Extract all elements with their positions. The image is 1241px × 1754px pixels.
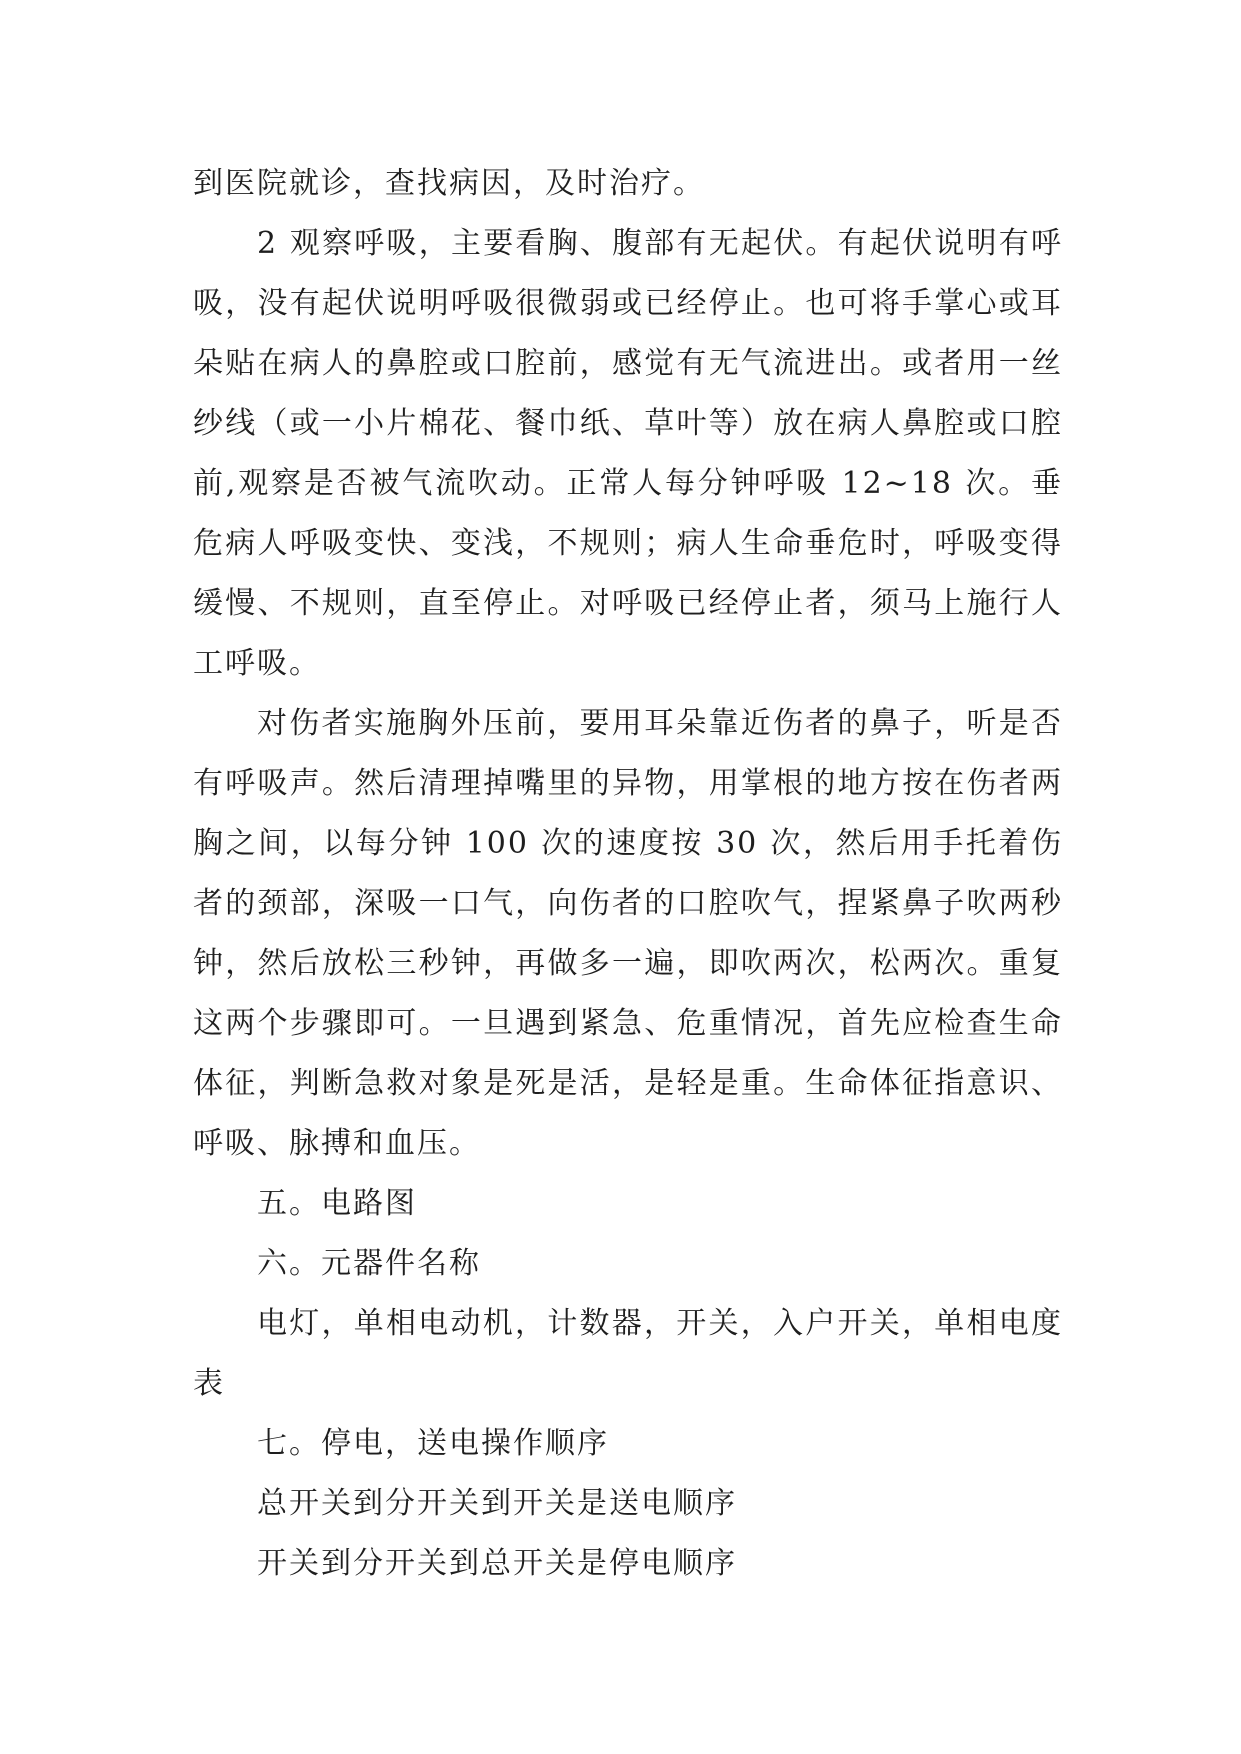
paragraph-power-off-order: 开关到分开关到总开关是停电顺序 [257, 1546, 737, 1581]
document-body [193, 154, 1063, 1594]
paragraph-cpr-steps: 对伤者实施胸外压前，要用耳朵靠近伤者的鼻子，听是否有呼吸声。然后清理掉嘴里的异物，用掌根的地方按在伤者两胸之间，以每分钟 100 次的速度按 30 次，然后用手托着伤者的颈部，深吸一口气，向伤者的口腔吹气，捏紧鼻子吹两秒钟，然后放松三秒钟，再做多一遍，即吹两次，松两次。重复这两个步骤即可。一旦遇到紧急、危重情况，首先应检查生命体征，判断急救对象是死是活，是轻是重。生命体征指意识、呼吸、脉搏和血压。 [193, 706, 1063, 1161]
section-heading-circuit-diagram: 五。电路图 [257, 1186, 417, 1221]
paragraph-component-list: 电灯，单相电动机，计数器，开关，入户开关，单相电度表 [193, 1306, 1063, 1401]
section-heading-component-names: 六。元器件名称 [257, 1246, 481, 1281]
paragraph-continuation: 到医院就诊，查找病因，及时治疗。 [193, 166, 705, 201]
paragraph-power-on-order: 总开关到分开关到开关是送电顺序 [257, 1486, 737, 1521]
section-heading-power-sequence: 七。停电，送电操作顺序 [257, 1426, 609, 1461]
paragraph-breathing-observation: 2 观察呼吸，主要看胸、腹部有无起伏。有起伏说明有呼吸，没有起伏说明呼吸很微弱或已经停止。也可将手掌心或耳朵贴在病人的鼻腔或口腔前，感觉有无气流进出。或者用一丝纱线（或一小片棉花、餐巾纸、草叶等）放在病人鼻腔或口腔前,观察是否被气流吹动。正常人每分钟呼吸 12~18 次。垂危病人呼吸变快、变浅，不规则；病人生命垂危时，呼吸变得缓慢、不规则，直至停止。对呼吸已经停止者，须马上施行人工呼吸。 [193, 226, 1063, 681]
